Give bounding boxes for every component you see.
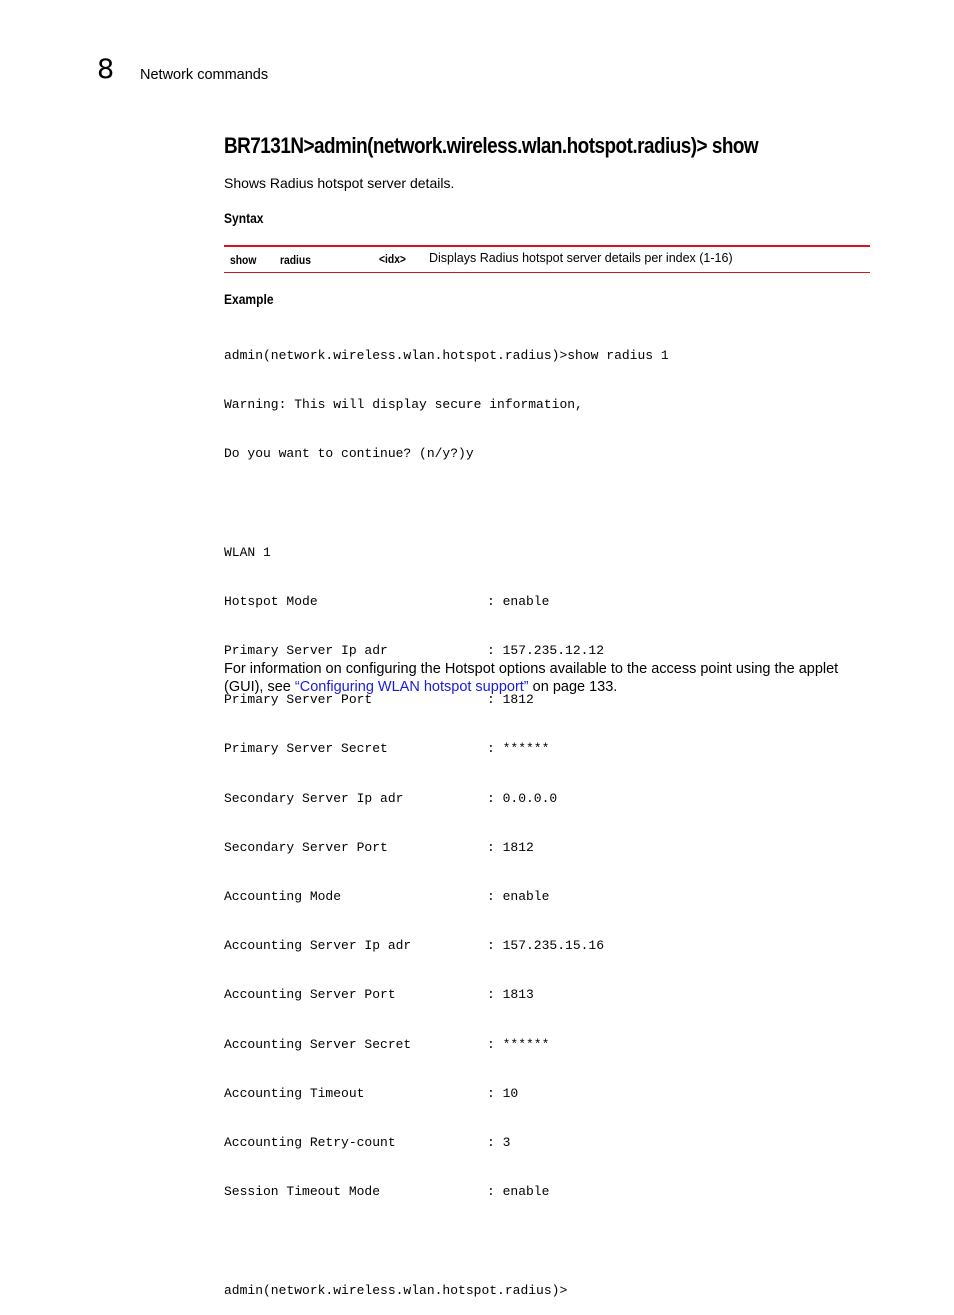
syntax-label: Syntax [224,210,264,226]
code-blank-line [224,1233,669,1249]
cross-reference-link[interactable]: “Configuring WLAN hotspot support” [294,679,529,695]
syntax-table [224,245,870,273]
setting-value: : 1812 [487,839,534,855]
example-label: Example [224,291,274,307]
code-blank-line [224,495,669,511]
command-heading: BR7131N>admin(network.wireless.wlan.hotspot.radius)> show [224,133,759,158]
reference-paragraph [224,660,870,696]
setting-value: : 1813 [487,987,534,1003]
setting-key: Accounting Timeout [224,1085,365,1101]
setting-value: : 157.235.12.12 [487,643,605,659]
setting-value: : 3 [487,1135,511,1151]
setting-value: : enable [487,1184,550,1200]
setting-value: : ****** [487,1036,550,1052]
chapter-number: 8 [97,54,115,85]
syntax-argument: radius [280,253,311,267]
setting-key: Accounting Server Secret [224,1036,412,1052]
setting-row [224,889,669,905]
setting-value: : enable [487,889,550,905]
setting-value: : ****** [487,741,550,757]
setting-row [224,938,669,954]
command-description: Shows Radius hotspot server details. [224,175,455,191]
setting-row [224,1135,669,1151]
setting-row [224,840,669,856]
paragraph-text: on page 133. [528,679,618,695]
code-line: Warning: This will display secure information, [224,397,583,413]
setting-row [224,1037,669,1053]
code-line: admin(network.wireless.wlan.hotspot.radius)> [224,1282,568,1298]
setting-key: Primary Server Ip adr [224,643,388,659]
setting-value: : 0.0.0.0 [487,790,558,806]
setting-key: Hotspot Mode [224,593,318,609]
example-code-block [224,315,669,1315]
setting-value: : 10 [487,1085,519,1101]
paragraph-text: For information on configuring the Hotspot options available to the access point using the applet (GUI), see [224,661,839,695]
chapter-title: Network commands [140,67,269,83]
setting-value: : enable [487,593,550,609]
setting-key: Session Timeout Mode [224,1184,381,1200]
setting-key: Primary Server Secret [224,741,388,757]
code-line: WLAN 1 [224,544,271,560]
setting-key: Secondary Server Port [224,839,388,855]
setting-key: Accounting Server Ip adr [224,938,412,954]
code-line: admin(network.wireless.wlan.hotspot.radius)>show radius 1 [224,347,669,363]
setting-row [224,1086,669,1102]
setting-value: : 1812 [487,692,534,708]
setting-row [224,594,669,610]
setting-key: Accounting Retry-count [224,1135,396,1151]
code-line: Do you want to continue? (n/y?)y [224,446,474,462]
syntax-command: show [230,253,257,267]
setting-row [224,643,669,659]
setting-row [224,741,669,757]
setting-key: Secondary Server Ip adr [224,790,404,806]
setting-value: : 157.235.15.16 [487,938,605,954]
setting-row [224,987,669,1003]
setting-row [224,791,669,807]
setting-key: Primary Server Port [224,692,373,708]
syntax-parameter: <idx> [379,252,406,266]
setting-key: Accounting Server Port [224,987,396,1003]
syntax-description: Displays Radius hotspot server details per index (1-16) [429,251,733,265]
setting-row [224,1184,669,1200]
setting-key: Accounting Mode [224,889,342,905]
